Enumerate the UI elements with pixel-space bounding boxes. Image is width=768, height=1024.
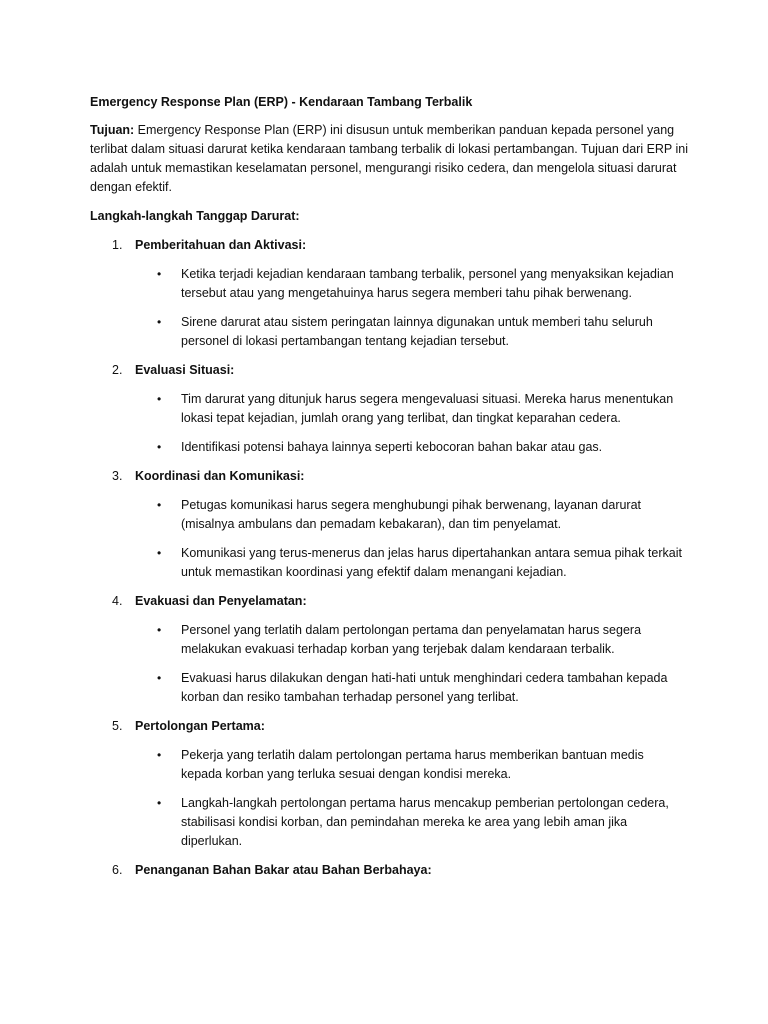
bullet-icon: •: [157, 671, 162, 685]
bullet-text: Evakuasi harus dilakukan dengan hati-hati untuk menghindari cedera tambahan kepada korban dan resiko tambahan terhadap personel yang terlibat.: [181, 671, 668, 704]
step-heading: [90, 467, 690, 486]
bullet-icon: •: [157, 796, 162, 810]
step-number: 1.: [112, 238, 123, 252]
step-item: [90, 592, 690, 707]
steps-list: [90, 236, 690, 880]
intro-paragraph: [90, 121, 690, 197]
bullet-list: [90, 746, 690, 851]
step-heading: [90, 236, 690, 255]
bullet-icon: •: [157, 392, 162, 406]
step-heading: [90, 861, 690, 880]
bullet-icon: •: [157, 623, 162, 637]
step-item: [90, 467, 690, 582]
step-item: [90, 717, 690, 851]
bullet-text: Ketika terjadi kejadian kendaraan tambang terbalik, personel yang menyaksikan kejadian tersebut atau yang mengetahuinya harus segera memberi tahu pihak berwenang.: [181, 267, 674, 300]
step-title: Pertolongan Pertama:: [135, 719, 265, 733]
step-number: 3.: [112, 469, 123, 483]
bullet-item: [90, 496, 690, 534]
bullet-text: Sirene darurat atau sistem peringatan lainnya digunakan untuk memberi tahu seluruh personel di lokasi pertambangan tentang kejadian tersebut.: [181, 315, 653, 348]
bullet-text: Komunikasi yang terus-menerus dan jelas harus dipertahankan antara semua pihak terkait untuk memastikan koordinasi yang efektif dalam menangani kejadian.: [181, 546, 682, 579]
step-heading: [90, 717, 690, 736]
bullet-item: [90, 544, 690, 582]
bullet-text: Identifikasi potensi bahaya lainnya seperti kebocoran bahan bakar atau gas.: [181, 440, 603, 454]
step-item: [90, 236, 690, 351]
step-title: Evaluasi Situasi:: [135, 363, 235, 377]
step-heading: [90, 592, 690, 611]
bullet-icon: •: [157, 267, 162, 281]
bullet-item: [90, 621, 690, 659]
step-title: Penanganan Bahan Bakar atau Bahan Berbahaya:: [135, 863, 432, 877]
document-page: [90, 93, 690, 890]
bullet-icon: •: [157, 546, 162, 560]
intro-text: Emergency Response Plan (ERP) ini disusun untuk memberikan panduan kepada personel yang terlibat dalam situasi darurat ketika kendaraan tambang terbalik di lokasi pertambangan. Tujuan dari ERP ini adalah untuk memastikan keselamatan personel, mengurangi risiko cedera, dan mengelola situasi darurat dengan efektif.: [90, 123, 689, 194]
bullet-icon: •: [157, 315, 162, 329]
bullet-item: [90, 669, 690, 707]
bullet-list: [90, 496, 690, 582]
bullet-text: Pekerja yang terlatih dalam pertolongan pertama harus memberikan bantuan medis kepada korban yang terluka sesuai dengan kondisi mereka.: [181, 748, 644, 781]
step-item: [90, 361, 690, 457]
step-item: [90, 861, 690, 880]
bullet-icon: •: [157, 498, 162, 512]
bullet-icon: •: [157, 748, 162, 762]
bullet-list: [90, 621, 690, 707]
bullet-text: Langkah-langkah pertolongan pertama harus mencakup pemberian pertolongan cedera, stabilisasi kondisi korban, dan pemindahan mereka ke area yang lebih aman jika diperlukan.: [181, 796, 669, 848]
bullet-item: [90, 438, 690, 457]
step-title: Pemberitahuan dan Aktivasi:: [135, 238, 307, 252]
intro-label: Tujuan:: [90, 123, 135, 137]
bullet-item: [90, 746, 690, 784]
step-title: Evakuasi dan Penyelamatan:: [135, 594, 307, 608]
bullet-item: [90, 313, 690, 351]
bullet-list: [90, 265, 690, 351]
step-number: 5.: [112, 719, 123, 733]
step-number: 4.: [112, 594, 123, 608]
step-number: 2.: [112, 363, 123, 377]
bullet-text: Personel yang terlatih dalam pertolongan pertama dan penyelamatan harus segera melakukan evakuasi terhadap korban yang terjebak dalam kendaraan terbalik.: [181, 623, 642, 656]
step-number: 6.: [112, 863, 123, 877]
bullet-list: [90, 390, 690, 457]
step-heading: [90, 361, 690, 380]
bullet-text: Tim darurat yang ditunjuk harus segera mengevaluasi situasi. Mereka harus menentukan lokasi tepat kejadian, jumlah orang yang terlibat, dan tingkat keparahan cedera.: [181, 392, 674, 425]
bullet-icon: •: [157, 440, 162, 454]
step-title: Koordinasi dan Komunikasi:: [135, 469, 305, 483]
document-title: Emergency Response Plan (ERP) - Kendaraan Tambang Terbalik: [90, 95, 473, 109]
steps-heading: Langkah-langkah Tanggap Darurat:: [90, 209, 300, 223]
bullet-item: [90, 794, 690, 851]
bullet-text: Petugas komunikasi harus segera menghubungi pihak berwenang, layanan darurat (misalnya ambulans dan pemadam kebakaran), dan tim penyelamat.: [181, 498, 642, 531]
bullet-item: [90, 265, 690, 303]
bullet-item: [90, 390, 690, 428]
